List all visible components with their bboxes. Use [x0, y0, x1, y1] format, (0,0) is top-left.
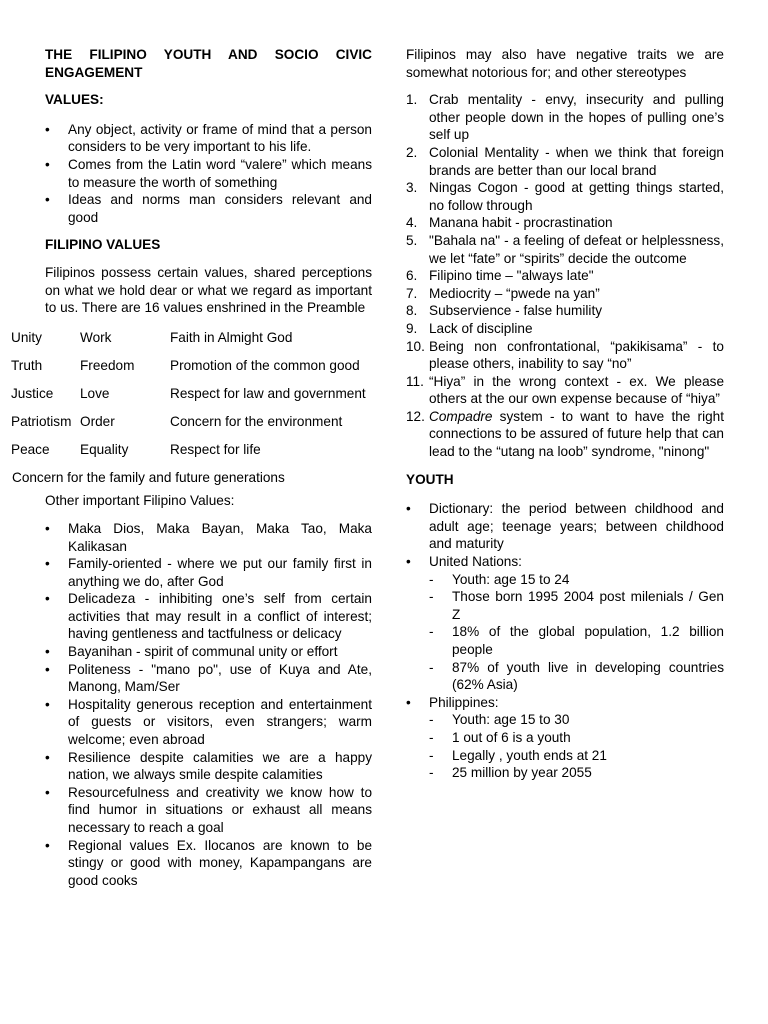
list-item: • Dictionary: the period between childhood and adult age; teenage years; between childhood and maturity [406, 500, 724, 553]
dash-mark: - [429, 729, 434, 745]
list-item: • Bayanihan - spirit of communal unity or effort [45, 643, 372, 661]
list-number: 3. [406, 180, 418, 196]
list-item [406, 285, 724, 303]
list-item [406, 179, 724, 214]
list-item [406, 302, 724, 320]
list-item: • Ideas and norms man considers relevant and good [45, 191, 372, 226]
list-number: 9. [406, 320, 418, 336]
list-number: 6. [406, 268, 418, 284]
list-item: • Delicadeza - inhibiting one’s self from certain activities that may result in a conflict of interest; having gentleness and tactfulness or delicacy [45, 590, 372, 643]
table-cell: Concern for the environment [170, 413, 343, 429]
table-cell: Freedom [80, 357, 135, 373]
list-item [406, 338, 724, 373]
list-item-text: Subservience - false humility [429, 303, 603, 319]
list-number: 5. [406, 232, 418, 248]
list-item-text: Legally , youth ends at 21 [452, 747, 607, 763]
negative-traits-intro: Filipinos may also have negative traits we are somewhat notorious for; and other stereotypes [406, 47, 724, 80]
dash-mark: - [429, 747, 434, 763]
list-item [429, 711, 724, 729]
list-item-text: "Bahala na" - a feeling of defeat or helplessness, we let “fate” or “spirits” decide the outcome [429, 232, 724, 266]
table-cell: Peace [11, 441, 50, 457]
dash-mark: - [429, 712, 434, 728]
list-item [429, 571, 724, 589]
table-cell: Justice [11, 385, 54, 401]
table-row [11, 413, 366, 441]
list-item [406, 694, 724, 782]
dash-mark: - [429, 659, 434, 675]
list-number: 11. [406, 373, 424, 389]
youth-heading: YOUTH [406, 471, 454, 487]
list-item-text: 18% of the global population, 1.2 billion people [452, 624, 724, 657]
list-item-text: system - to want to have the right connections to be assured of future help that can lead to the “utang na loob” syndrome, "ninong" [429, 408, 724, 460]
list-item [406, 267, 724, 285]
table-cell: Work [80, 329, 112, 345]
list-item [406, 91, 724, 144]
list-item-text: Manana habit - procrastination [429, 215, 613, 231]
list-number: 7. [406, 285, 418, 301]
other-values-heading: Other important Filipino Values: [45, 493, 235, 509]
list-item: • Any object, activity or frame of mind that a person considers to be very important to his life. [45, 121, 372, 156]
table-row [11, 329, 366, 357]
list-item: • Politeness - "mano po", use of Kuya and Ate, Manong, Mam/Ser [45, 661, 372, 696]
list-item: • Hospitality generous reception and entertainment of guests or visitors, even strangers; warm welcome; even abroad [45, 696, 372, 749]
table-cell: Respect for law and government [170, 385, 366, 401]
youth-list [406, 500, 724, 782]
table-cell: Respect for life [170, 441, 261, 457]
table-cell: Faith in Almight God [170, 329, 293, 345]
list-item [406, 553, 724, 694]
values-heading: VALUES: [45, 92, 104, 108]
dash-mark: - [429, 571, 434, 587]
ph-label: • Philippines: [429, 694, 499, 710]
right-column [406, 46, 724, 782]
dash-mark: - [429, 765, 434, 781]
other-values-block [12, 492, 372, 889]
list-item: • Maka Dios, Maka Bayan, Maka Tao, Maka Kalikasan [45, 520, 372, 555]
other-values-list [45, 520, 372, 889]
list-item [406, 144, 724, 179]
list-item-text: Mediocrity – “pwede na yan” [429, 285, 600, 301]
list-item-text: Crab mentality - envy, insecurity and pulling other people down in the hopes of pulling one’s self up [429, 92, 724, 143]
list-item: • Regional values Ex. Ilocanos are known to be stingy or good with money, Kapampangans are good cooks [45, 837, 372, 890]
list-item: • Comes from the Latin word “valere” which means to measure the worth of something [45, 156, 372, 191]
table-cell: Love [80, 385, 110, 401]
un-sublist [429, 571, 724, 694]
ph-sublist [429, 711, 724, 781]
table-cell: Unity [11, 329, 42, 345]
list-number: 10. [406, 338, 425, 354]
table-cell: Promotion of the common good [170, 357, 360, 373]
list-item [429, 729, 724, 747]
list-item-text: 25 million by year 2055 [452, 765, 592, 781]
table-cell: Patriotism [11, 413, 72, 429]
table-cell: Equality [80, 441, 129, 457]
list-item-text: Youth: age 15 to 30 [452, 712, 570, 728]
list-item [406, 232, 724, 267]
filipino-values-heading: FILIPINO VALUES [45, 237, 161, 253]
list-item [429, 588, 724, 623]
list-item-text: Youth: age 15 to 24 [452, 571, 570, 587]
dash-mark: - [429, 624, 434, 640]
list-item [406, 408, 724, 461]
list-item: • Resourcefulness and creativity we know how to find humor in situations or exhaust all means necessary to reach a goal [45, 784, 372, 837]
list-item-text: Ningas Cogon - good at getting things started, no follow through [429, 180, 724, 213]
table-row [11, 385, 366, 413]
list-item-text: 1 out of 6 is a youth [452, 729, 571, 745]
un-label: • United Nations: [429, 554, 522, 570]
list-item-text: Being non confrontational, “pakikisama” - to please others, inability to say “no” [429, 338, 724, 372]
list-item [406, 320, 724, 338]
list-item [406, 214, 724, 232]
title-block [12, 46, 372, 317]
list-item-text: 87% of youth live in developing countries (62% Asia) [452, 659, 724, 693]
filipino-values-intro: Filipinos possess certain values, shared perceptions on what we hold dear or what we regard as important to us. There are 16 values enshrined in the Preamble [45, 264, 372, 316]
document-title: THE FILIPINO YOUTH AND SOCIO CIVIC ENGAGEMENT [45, 47, 372, 80]
compadre-term: Compadre [429, 408, 493, 424]
preamble-values-table [11, 329, 366, 469]
table-row [11, 357, 366, 385]
list-number: 12. [406, 408, 425, 424]
table-cell: Order [80, 413, 115, 429]
list-item-text: Lack of discipline [429, 320, 533, 336]
table-cell: Truth [11, 357, 43, 373]
list-item-text: Filipino time – "always late" [429, 268, 594, 284]
list-item [406, 373, 724, 408]
list-item [429, 659, 724, 694]
list-item-text: Colonial Mentality - when we think that foreign brands are better than our local brand [429, 144, 724, 178]
values-list [45, 121, 372, 227]
list-number: 1. [406, 92, 418, 108]
table-row [11, 441, 366, 469]
list-number: 8. [406, 303, 418, 319]
list-number: 4. [406, 215, 418, 231]
dash-mark: - [429, 589, 434, 605]
list-item [429, 764, 724, 782]
list-item [429, 623, 724, 658]
list-item [429, 747, 724, 765]
list-item-text: Those born 1995 2004 post milenials / Gen Z [452, 589, 724, 622]
preamble-last-value: Concern for the family and future generations [12, 469, 285, 485]
list-number: 2. [406, 144, 418, 160]
negative-traits-list [406, 91, 724, 460]
list-item-text: “Hiya” in the wrong context - ex. We please others at the our own expense because of “hiya” [429, 373, 724, 407]
list-item: • Resilience despite calamities we are a happy nation, we always smile despite calamities [45, 749, 372, 784]
list-item: • Family-oriented - where we put our family first in anything we do, after God [45, 555, 372, 590]
left-column [12, 46, 372, 889]
